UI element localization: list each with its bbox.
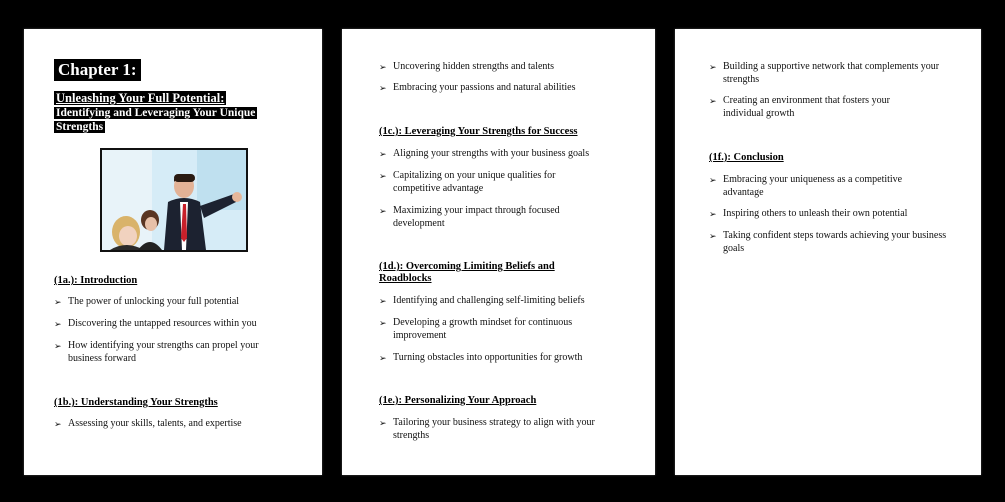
list-item: ➢ How identifying your strengths can propel your business forward	[54, 340, 259, 364]
arrow-bullet-icon: ➢	[379, 353, 387, 363]
list-item: ➢ Discovering the untapped resources within you	[54, 318, 257, 329]
section-heading-conclusion: (1f.): Conclusion	[709, 152, 784, 163]
list-item: ➢ Identifying and challenging self-limiting beliefs	[379, 295, 585, 306]
subtitle-rest: Identifying and Leveraging Your Unique Strengths	[56, 107, 256, 133]
list-item: ➢ Uncovering hidden strengths and talents	[379, 61, 555, 72]
business-presenter-photo	[100, 148, 248, 252]
arrow-bullet-icon: ➢	[379, 418, 387, 428]
arrow-bullet-icon: ➢	[379, 171, 387, 181]
photo-illustration	[102, 150, 246, 250]
document-page-2	[342, 29, 655, 475]
arrow-bullet-icon: ➢	[54, 319, 62, 329]
list-item: ➢ The power of unlocking your full potential	[54, 296, 240, 307]
section-heading-leveraging: (1c.): Leveraging Your Strengths for Success	[379, 126, 578, 137]
arrow-bullet-icon: ➢	[709, 231, 717, 241]
list-item: ➢ Creating an environment that fosters your individual growth	[709, 95, 890, 119]
arrow-bullet-icon: ➢	[379, 83, 387, 93]
list-item: ➢ Tailoring your business strategy to align with your strengths	[379, 417, 595, 441]
chapter-title: Chapter 1:	[54, 59, 141, 81]
list-item: ➢ Developing a growth mindset for continuous improvement	[379, 317, 573, 341]
list-item: ➢ Taking confident steps towards achieving your business goals	[709, 230, 947, 254]
list-item: ➢ Embracing your uniqueness as a competitive advantage	[709, 174, 903, 198]
list-item: ➢ Embracing your passions and natural abilities	[379, 82, 576, 93]
list-item: ➢ Assessing your skills, talents, and expertise	[54, 418, 242, 429]
section-heading-introduction: (1a.): Introduction	[54, 275, 138, 286]
list-item: ➢ Turning obstacles into opportunities for growth	[379, 352, 583, 363]
list-item: ➢ Capitalizing on your unique qualities for competitive advantage	[379, 170, 556, 194]
list-item: ➢ Inspiring others to unleash their own potential	[709, 208, 908, 219]
chapter-subtitle	[54, 91, 284, 134]
arrow-bullet-icon: ➢	[54, 297, 62, 307]
document-page-3	[675, 29, 981, 475]
arrow-bullet-icon: ➢	[54, 419, 62, 429]
arrow-bullet-icon: ➢	[379, 149, 387, 159]
arrow-bullet-icon: ➢	[709, 62, 717, 72]
list-item: ➢ Aligning your strengths with your business goals	[379, 148, 590, 159]
arrow-bullet-icon: ➢	[379, 296, 387, 306]
arrow-bullet-icon: ➢	[379, 318, 387, 328]
section-heading-understanding: (1b.): Understanding Your Strengths	[54, 397, 218, 408]
list-item: ➢ Building a supportive network that complements your strengths	[709, 61, 940, 85]
arrow-bullet-icon: ➢	[379, 62, 387, 72]
section-heading-personalizing: (1e.): Personalizing Your Approach	[379, 395, 537, 406]
arrow-bullet-icon: ➢	[709, 209, 717, 219]
subtitle-main: Unleashing Your Full Potential:	[56, 91, 225, 105]
arrow-bullet-icon: ➢	[709, 96, 717, 106]
arrow-bullet-icon: ➢	[379, 206, 387, 216]
document-page-1	[24, 29, 322, 475]
list-item: ➢ Maximizing your impact through focused development	[379, 205, 560, 229]
arrow-bullet-icon: ➢	[54, 341, 62, 351]
section-heading-limiting-beliefs: (1d.): Overcoming Limiting Beliefs and Roadblocks	[379, 261, 555, 284]
arrow-bullet-icon: ➢	[709, 175, 717, 185]
